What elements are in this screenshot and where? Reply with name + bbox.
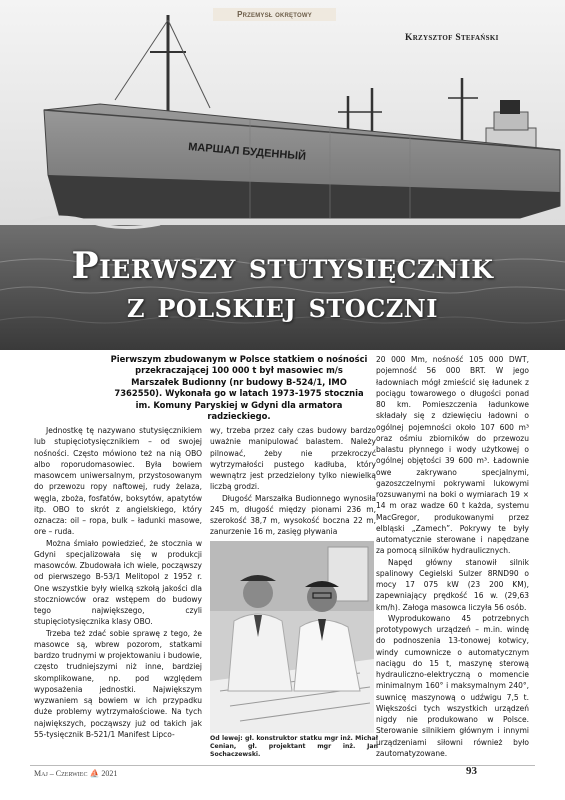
- engineers-photo: [210, 541, 374, 733]
- footer-issue: [34, 769, 117, 778]
- text-column-3: [376, 354, 529, 759]
- photo-caption: Od lewej: gł. konstruktor statku mgr inż. Michał Cenian, gł. projektant mgr inż. Jan Sochaczewski.: [210, 735, 378, 759]
- text-column-2: [210, 425, 376, 538]
- page-number: 93: [466, 765, 477, 777]
- ship-logo-icon: ⛵: [89, 769, 100, 778]
- paragraph: Trzeba też zdać sobie sprawę z tego, że masowce są, wbrew pozorom, statkami bardzo trudnymi w projektowaniu i budowie, często trudniejszymi niż inne, bardziej skomplikowane, np. pod względem wyposażenia jednostki. Największym wyzwaniem są bowiem w ich przypadku duże problemy wytrzymałościowe. Na tych największych, począwszy już od takich jak 55-tysięcznik B-521/1 Manifest Lipco-: [34, 628, 202, 739]
- paragraph: Długość Marszałka Budionnego wynosiła 245 m, długość między pionami 236 m, szerokość 38,7 m, wysokość boczna 22 m, zanurzenie 16 m, zasięg pływania: [210, 493, 376, 537]
- hull-name-text: МАРШАЛ БУДЕННЫЙ: [187, 141, 307, 163]
- paragraph: Jednostkę tę nazywano stutysięcznikiem lub stupięciotysięcznikiem – od swojej nośności. Często mówiono też na nią OBO albo roporudomasowiec. Była bowiem masowcem uniwersalnym, przystosowanym do przewozu ropy naftowej, rudy żelaza, węgla, zboża, fosfatów, boksytów, apatytów itp. OBO to skrót z angielskiego, który oznacza: oil – ropa, bulk – ładunki masowe, ore – ruda.: [34, 426, 202, 537]
- paragraph: Można śmiało powiedzieć, że stocznia w Gdyni specjalizowała się w produkcji masowców. Zbudowała ich wiele, począwszy od pierwszego B-53/1 Melitopol z 1952 r. One wszystkie były wielką szkołą jakości dla stoczniowców oraz wstępem do budowy tego największego, czyli stupięciotysięcznika klasy OBO.: [34, 538, 202, 627]
- section-label: Przemysł okrętowy: [213, 8, 336, 21]
- issue-year: 2021: [101, 769, 118, 778]
- paragraph: Napęd główny stanowił silnik spalinowy Cegielski Sulzer 8RND90 o mocy 17 075 kW (23 200 KM), zapewniający prędkość 16 w. (29,63 km/h). Załoga masowca liczyła 56 osób.: [376, 557, 529, 612]
- article-title-line-1: Pierwszy stutysięcznik: [71, 245, 494, 287]
- author-name: Krzysztof Stefański: [405, 33, 499, 43]
- text-column-1: [34, 425, 202, 740]
- issue-months: Maj – Czerwiec: [34, 769, 88, 778]
- paragraph: wy, trzeba przez cały czas budowy bardzo uważnie manipulować balastem. Należy pilnować, żeby nie przekroczyć wytrzymałości pustego kadłuba, który wewnątrz jest przedzielony tylko niewielką liczbą grodzi.: [210, 426, 376, 492]
- article-lead: Pierwszym zbudowanym w Polsce statkiem o nośności przekraczającej 100 000 t był masowiec m/s Marszałek Budionny (nr budowy B-524/1, IMO 7362550). Wykonała go w latach 1973-1975 stocznia im. Komuny Paryskiej w Gdyni dla armatora radzieckiego.: [110, 354, 368, 422]
- paragraph: 20 000 Mm, nośność 105 000 DWT, pojemność 56 000 BRT. W jego ładowniach mógł zmieścić się ładunek z pociągu towarowego o długości ponad 80 km. Pomieszczenia ładunkowe składały się z dziewięciu ładowni o ogólnej pojemności około 107 600 m³ oraz ośmiu zbiorników do przewozu balastu płynnego i wody użytkowej o ogólnej objętości 39 600 m³. Ładownie owe zakrywano specjalnymi, gazoszczelnymi pokrywami lukowymi rozsuwanymi na boki o wymiarach 19 × 14 m oraz wadze 60 t każda, systemu MacGregor, produkowanymi przez elbląski „Zamech”. Pokrywy te były automatycznie sterowane i napędzane za pomocą silników hydraulicznych.: [376, 355, 529, 556]
- footer-divider: [30, 765, 535, 766]
- paragraph: Wyprodukowano 45 potrzebnych prototypowych urządzeń – m.in. windę do podnoszenia 13-tonowej kotwicy, windy cumownicze o automatycznym naciągu do 15 t, maszynę sterową hydrauliczno-elektryczną o momencie minimalnym 160° i maksymalnym 240°, suwnicę maszynową o udźwigu 7,5 t. Większości tych wszystkich urządzeń nigdy nie produkowano w Polsce. Sterowanie silnikiem głównym i innymi urządzeniami siłowni również było zautomatyzowane.: [376, 613, 529, 758]
- article-title-line-2: z polskiej stoczni: [127, 286, 438, 326]
